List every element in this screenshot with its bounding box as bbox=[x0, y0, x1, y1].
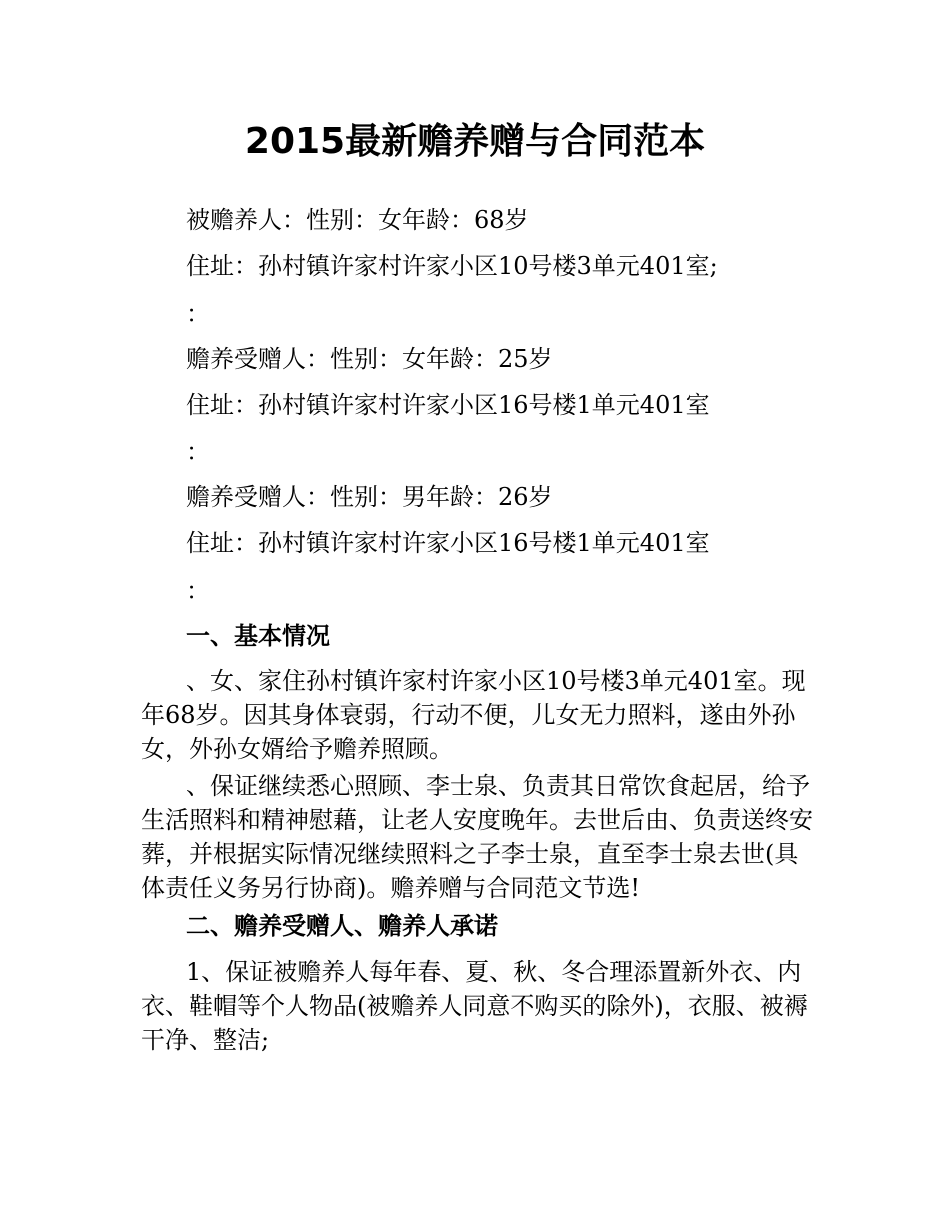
body-paragraph: 1、保证被赡养人每年春、夏、秋、冬合理添置新外衣、内衣、鞋帽等个人物品(被赡养人同意不购买的除外)，衣服、被褥干净、整洁; bbox=[141, 958, 808, 1054]
dependent-address-line: 住址：孙村镇许家村许家小区10号楼3单元401室; bbox=[186, 252, 718, 280]
body-paragraph: 、女、家住孙村镇许家村许家小区10号楼3单元401室。现年68岁。因其身体衰弱，行动不便，儿女无力照料，遂由外孙女，外孙女婿给予赡养照顾。 bbox=[141, 667, 806, 763]
recipient-info-line: 赡养受赠人：性别：男年龄：26岁 bbox=[186, 483, 553, 511]
recipient-info-line: 赡养受赠人：性别：女年龄：25岁 bbox=[186, 345, 553, 373]
colon-line: ： bbox=[186, 300, 210, 328]
colon-line: ： bbox=[186, 577, 210, 605]
dependent-info-line: 被赡养人：性别：女年龄：68岁 bbox=[186, 206, 529, 234]
section-heading-commitments: 二、赡养受赠人、赡养人承诺 bbox=[186, 912, 498, 940]
recipient-address-line: 住址：孙村镇许家村许家小区16号楼1单元401室 bbox=[186, 391, 710, 419]
recipient-address-line: 住址：孙村镇许家村许家小区16号楼1单元401室 bbox=[186, 529, 710, 557]
body-paragraph: 、保证继续悉心照顾、李士泉、负责其日常饮食起居，给予生活照料和精神慰藉，让老人安度晚年。去世后由、负责送终安葬，并根据实际情况继续照料之子李士泉，直至李士泉去世(具体责任义务另行协商)。赡养赠与合同范文节选! bbox=[141, 772, 813, 902]
section-heading-basic-info: 一、基本情况 bbox=[186, 622, 330, 650]
colon-line: ： bbox=[186, 438, 210, 466]
document-title: 2015最新赡养赠与合同范本 bbox=[244, 121, 706, 162]
